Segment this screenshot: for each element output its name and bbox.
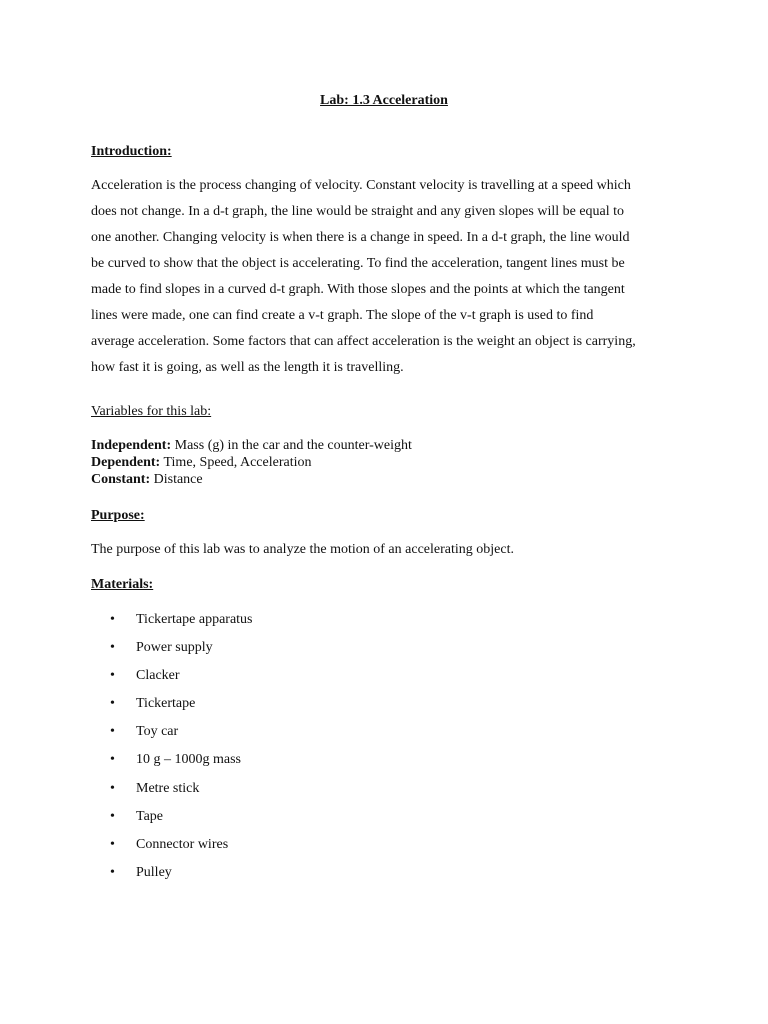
list-item [110,808,253,836]
list-item [110,723,253,751]
bullet-icon: • [110,612,115,627]
bullet-icon: • [110,668,115,684]
bullet-icon: • [110,640,115,656]
list-item [110,639,253,667]
bullet-icon: • [110,780,115,796]
dependent-variable [91,454,412,471]
material-label: 10 g – 1000g mass [136,752,241,768]
purpose-heading: Purpose: [91,508,145,523]
constant-variable [91,471,412,488]
variables-heading: Variables for this lab: [91,404,212,419]
material-label: Metre stick [136,780,200,796]
list-item [110,695,253,723]
material-label: Clacker [136,668,180,684]
independent-label: Independent: [91,438,172,453]
list-item [110,667,253,695]
material-label: Tape [136,808,164,824]
independent-variable [91,437,412,454]
bullet-icon: • [110,696,115,712]
variables-list [91,437,412,488]
introduction-line: Acceleration is the process changing of velocity. Constant velocity is travelling at a speed which [91,178,631,193]
introduction-line: be curved to show that the object is accelerating. To find the acceleration, tangent lines must be [91,256,625,271]
page-title: Lab: 1.3 Acceleration [320,93,448,108]
material-label: Tickertape apparatus [136,612,253,627]
material-label: Connector wires [136,836,229,852]
list-item [110,836,253,864]
introduction-paragraph [91,173,683,381]
list-item [110,751,253,779]
dependent-value: Time, Speed, Acceleration [160,455,312,470]
introduction-line: one another. Changing velocity is when there is a change in speed. In a d-t graph, the line would [91,230,630,245]
introduction-line: made to find slopes in a curved d-t graph. With those slopes and the points at which the tangent [91,282,625,297]
material-label: Tickertape [136,696,196,712]
constant-label: Constant: [91,472,151,487]
introduction-line: lines were made, one can find create a v-t graph. The slope of the v-t graph is used to find [91,308,594,323]
list-item [110,611,253,639]
introduction-line: average acceleration. Some factors that can affect acceleration is the weight an object is carrying, [91,334,636,349]
bullet-icon: • [110,808,115,824]
bullet-icon: • [110,752,115,768]
introduction-line: how fast it is going, as well as the length it is travelling. [91,360,404,375]
constant-value: Distance [150,472,203,487]
material-label: Toy car [136,724,179,740]
materials-heading: Materials: [91,577,154,592]
introduction-line: does not change. In a d-t graph, the line would be straight and any given slopes will be equal to [91,204,625,219]
material-label: Power supply [136,640,213,656]
introduction-heading: Introduction: [91,144,172,159]
material-label: Pulley [136,864,172,880]
list-item [110,780,253,808]
list-item [110,864,253,892]
independent-value: Mass (g) in the car and the counter-weight [171,438,412,453]
bullet-icon: • [110,864,115,880]
materials-list [110,611,253,892]
bullet-icon: • [110,724,115,740]
purpose-text: The purpose of this lab was to analyze the motion of an accelerating object. [91,542,514,557]
dependent-label: Dependent: [91,455,161,470]
bullet-icon: • [110,836,115,852]
